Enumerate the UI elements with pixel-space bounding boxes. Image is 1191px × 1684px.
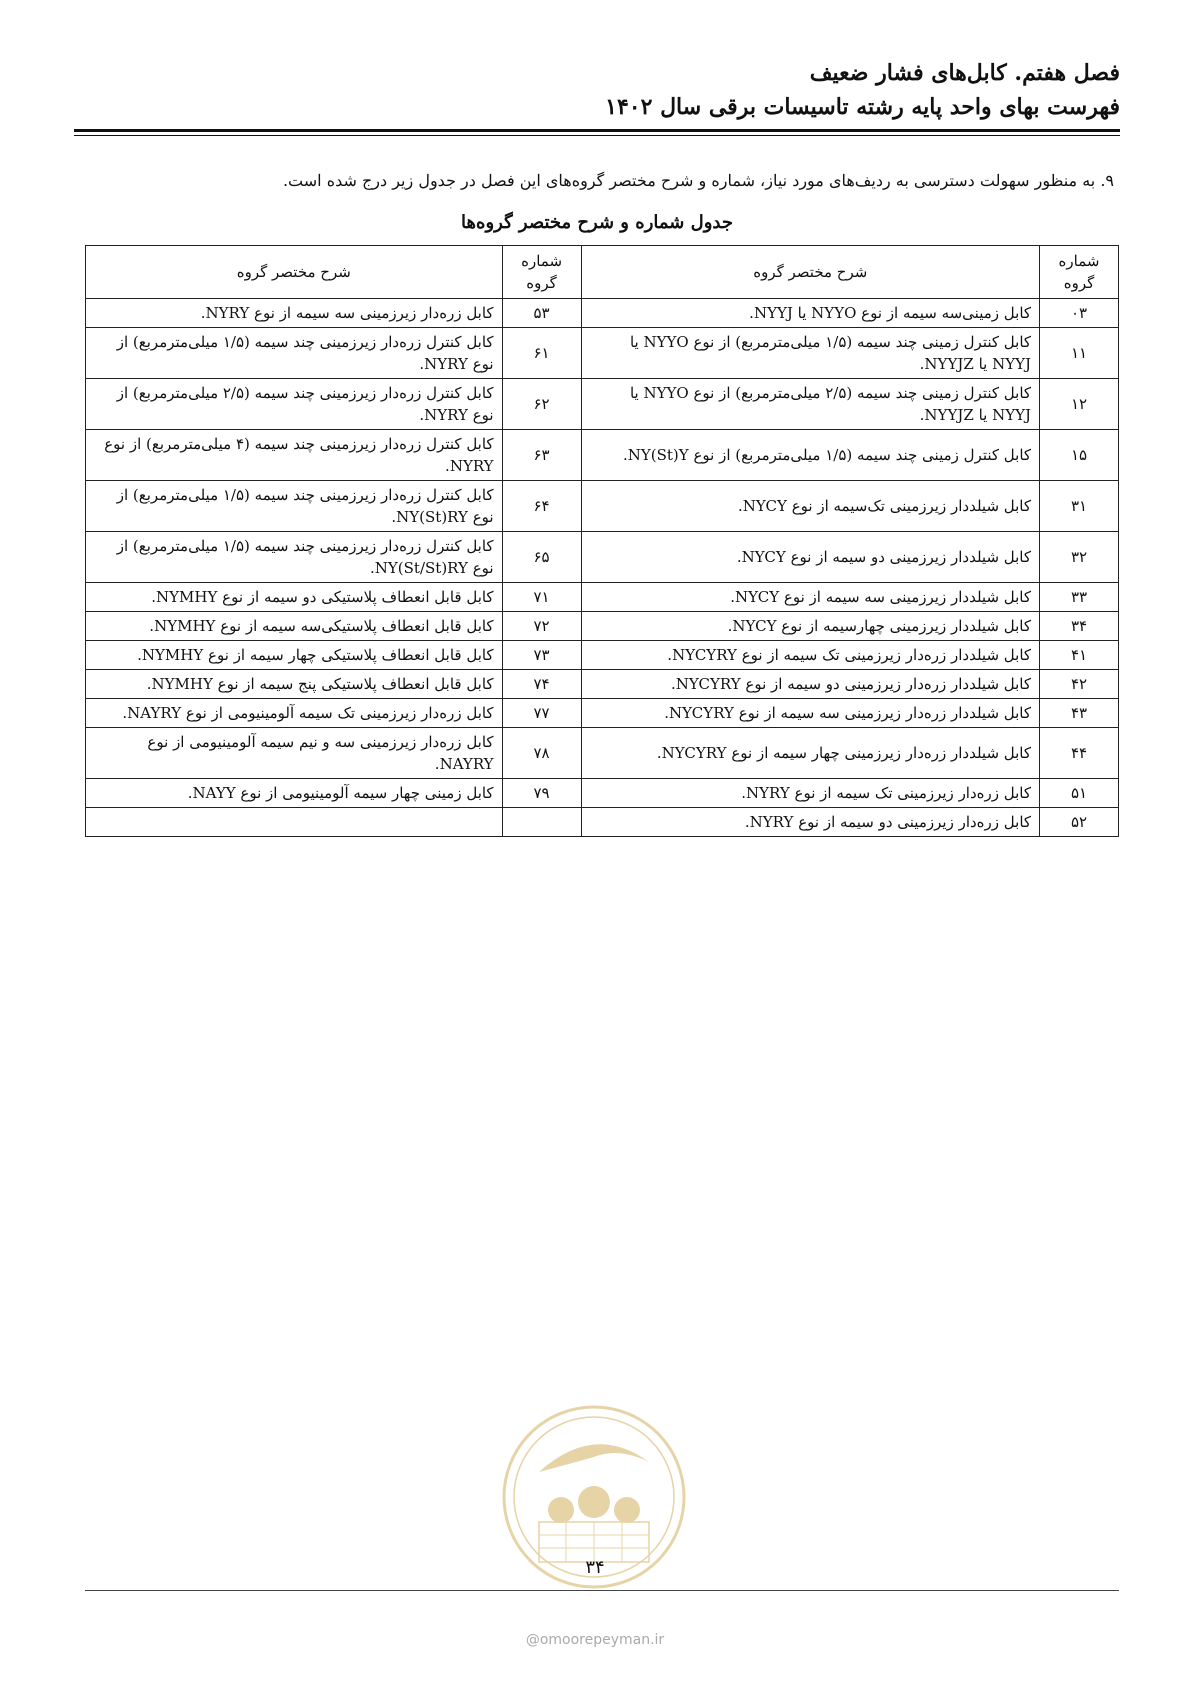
group-description-cell: کابل کنترل زمینی چند سیمه (۲/۵ میلی‌مترمربع) از نوع NYYO یا NYYJ یا NYYJZ.: [581, 379, 1039, 430]
table-row: [86, 379, 1119, 430]
footer-rule: [85, 1590, 1119, 1591]
group-number-cell: ۴۲: [1040, 670, 1119, 699]
table-row: [86, 328, 1119, 379]
group-number-cell: ۷۷: [502, 699, 581, 728]
group-number-cell: ۷۳: [502, 641, 581, 670]
group-description-cell: کابل شیلددار زیرزمینی دو سیمه از نوع NYCY.: [581, 532, 1039, 583]
page-header: [74, 56, 1120, 124]
group-number-cell: ۷۱: [502, 583, 581, 612]
header-group-description: شرح مختصر گروه: [581, 246, 1039, 299]
group-description-cell: کابل شیلددار زره‌دار زیرزمینی تک سیمه از نوع NYCYRY.: [581, 641, 1039, 670]
group-description-cell: کابل کنترل زمینی چند سیمه (۱/۵ میلی‌مترمربع) از نوع NYYO یا NYYJ یا NYYJZ.: [581, 328, 1039, 379]
group-number-cell: ۳۲: [1040, 532, 1119, 583]
group-description-cell: کابل شیلددار زره‌دار زیرزمینی دو سیمه از نوع NYCYRY.: [581, 670, 1039, 699]
group-number-cell: ۵۱: [1040, 779, 1119, 808]
table-header-row: [86, 246, 1119, 299]
group-number-cell: ۶۲: [502, 379, 581, 430]
group-number-cell: ۰۳: [1040, 299, 1119, 328]
page-number: ۳۴: [585, 1557, 605, 1578]
header-rule-thin: [74, 135, 1120, 136]
group-description-cell: کابل زره‌دار زیرزمینی دو سیمه از نوع NYRY.: [581, 808, 1039, 837]
group-number-cell: ۷۸: [502, 728, 581, 779]
group-description-cell: کابل شیلددار زیرزمینی تک‌سیمه از نوع NYCY.: [581, 481, 1039, 532]
group-number-cell: ۴۴: [1040, 728, 1119, 779]
group-number-cell: ۵۲: [1040, 808, 1119, 837]
group-number-cell: [502, 808, 581, 837]
table-row: [86, 808, 1119, 837]
group-description-cell: کابل قابل انعطاف پلاستیکی دو سیمه از نوع NYMHY.: [86, 583, 503, 612]
group-description-cell: کابل قابل انعطاف پلاستیکی پنج سیمه از نوع NYMHY.: [86, 670, 503, 699]
table-row: [86, 779, 1119, 808]
table-row: [86, 641, 1119, 670]
table-row: [86, 532, 1119, 583]
group-description-cell: کابل زمینی‌سه سیمه از نوع NYYO یا NYYJ.: [581, 299, 1039, 328]
header-group-number: شماره گروه: [1040, 246, 1119, 299]
group-description-cell: کابل کنترل زره‌دار زیرزمینی چند سیمه (۱/۵ میلی‌مترمربع) از نوع NY(St/St)RY.: [86, 532, 503, 583]
group-number-cell: ۱۵: [1040, 430, 1119, 481]
table-row: [86, 699, 1119, 728]
footer-site-link[interactable]: @omoorepeyman.ir: [525, 1632, 665, 1648]
group-number-cell: ۴۳: [1040, 699, 1119, 728]
group-number-cell: ۱۱: [1040, 328, 1119, 379]
group-description-cell: کابل زره‌دار زیرزمینی تک سیمه از نوع NYRY.: [581, 779, 1039, 808]
chapter-title: فصل هفتم. کابل‌های فشار ضعیف: [809, 60, 1120, 86]
table-row: [86, 481, 1119, 532]
group-description-cell: کابل شیلددار زیرزمینی چهارسیمه از نوع NYCY.: [581, 612, 1039, 641]
group-number-cell: ۴۱: [1040, 641, 1119, 670]
groups-table: [85, 245, 1119, 837]
group-description-cell: کابل زره‌دار زیرزمینی تک سیمه آلومینیومی از نوع NAYRY.: [86, 699, 503, 728]
group-number-cell: ۶۵: [502, 532, 581, 583]
group-description-cell: کابل کنترل زره‌دار زیرزمینی چند سیمه (۴ میلی‌مترمربع) از نوع NYRY.: [86, 430, 503, 481]
table-row: [86, 430, 1119, 481]
group-description-cell: کابل قابل انعطاف پلاستیکی چهار سیمه از نوع NYMHY.: [86, 641, 503, 670]
group-number-cell: ۶۱: [502, 328, 581, 379]
group-description-cell: کابل کنترل زره‌دار زیرزمینی چند سیمه (۱/۵ میلی‌مترمربع) از نوع NY(St)RY.: [86, 481, 503, 532]
group-number-cell: ۳۱: [1040, 481, 1119, 532]
group-number-cell: ۶۳: [502, 430, 581, 481]
intro-paragraph: ۹. به منظور سهولت دسترسی به ردیف‌های مورد نیاز، شماره و شرح مختصر گروه‌های این فصل در جدول زیر درج شده است.: [282, 171, 1114, 190]
group-description-cell: کابل زره‌دار زیرزمینی سه سیمه از نوع NYRY.: [86, 299, 503, 328]
table-caption: جدول شماره و شرح مختصر گروه‌ها: [461, 212, 733, 233]
group-description-cell: کابل زمینی چهار سیمه آلومینیومی از نوع NAYY.: [86, 779, 503, 808]
table-row: [86, 299, 1119, 328]
group-number-cell: ۶۴: [502, 481, 581, 532]
header-group-number: شماره گروه: [502, 246, 581, 299]
header-group-description: شرح مختصر گروه: [86, 246, 503, 299]
group-description-cell: کابل شیلددار زره‌دار زیرزمینی چهار سیمه از نوع NYCYRY.: [581, 728, 1039, 779]
group-description-cell: کابل کنترل زمینی چند سیمه (۱/۵ میلی‌مترمربع) از نوع NY(St)Y.: [581, 430, 1039, 481]
table-row: [86, 583, 1119, 612]
group-number-cell: ۷۲: [502, 612, 581, 641]
catalog-title: فهرست بهای واحد پایه رشته تاسیسات برقی سال ۱۴۰۲: [605, 94, 1120, 120]
table-row: [86, 670, 1119, 699]
group-description-cell: کابل شیلددار زیرزمینی سه سیمه از نوع NYCY.: [581, 583, 1039, 612]
group-number-cell: ۳۳: [1040, 583, 1119, 612]
group-number-cell: ۱۲: [1040, 379, 1119, 430]
group-description-cell: [86, 808, 503, 837]
table-row: [86, 612, 1119, 641]
group-description-cell: کابل شیلددار زره‌دار زیرزمینی سه سیمه از نوع NYCYRY.: [581, 699, 1039, 728]
group-number-cell: ۷۴: [502, 670, 581, 699]
group-description-cell: کابل کنترل زره‌دار زیرزمینی چند سیمه (۱/۵ میلی‌مترمربع) از نوع NYRY.: [86, 328, 503, 379]
group-description-cell: کابل کنترل زره‌دار زیرزمینی چند سیمه (۲/۵ میلی‌مترمربع) از نوع NYRY.: [86, 379, 503, 430]
header-rule-thick: [74, 129, 1120, 132]
table-row: [86, 728, 1119, 779]
group-number-cell: ۵۳: [502, 299, 581, 328]
group-description-cell: کابل زره‌دار زیرزمینی سه و نیم سیمه آلومینیومی از نوع NAYRY.: [86, 728, 503, 779]
group-number-cell: ۷۹: [502, 779, 581, 808]
group-number-cell: ۳۴: [1040, 612, 1119, 641]
group-description-cell: کابل قابل انعطاف پلاستیکی‌سه سیمه از نوع NYMHY.: [86, 612, 503, 641]
